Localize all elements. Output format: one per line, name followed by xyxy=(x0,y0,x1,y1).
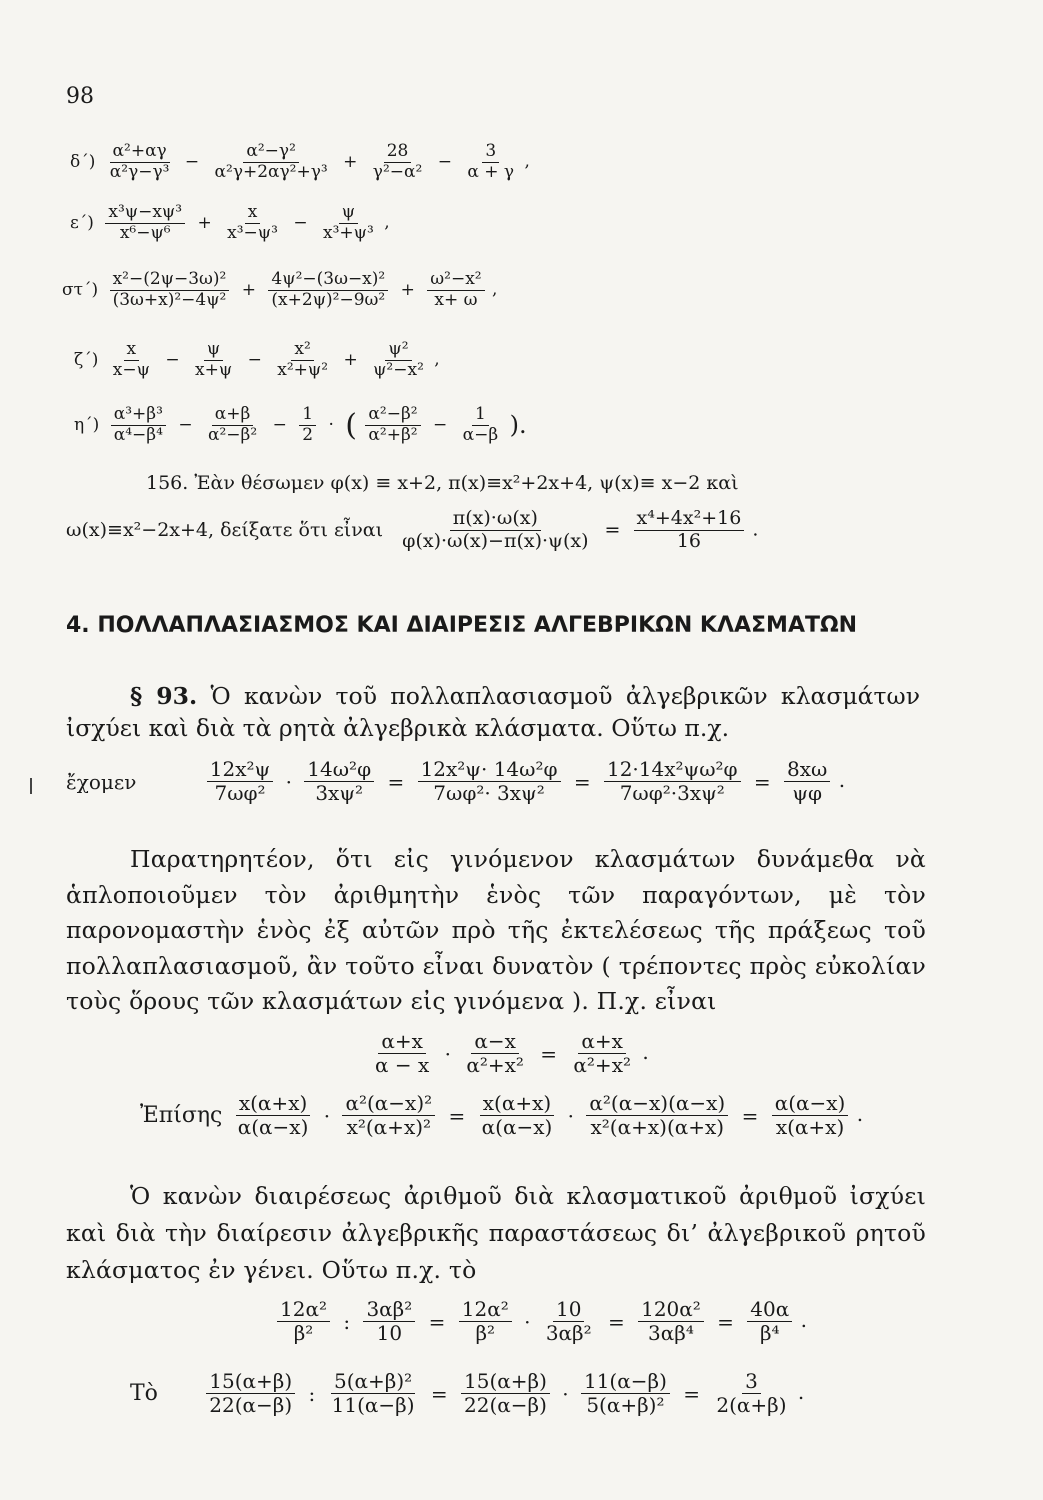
exercise-label: η΄) xyxy=(74,415,100,436)
fraction: $\frac{\text{α²(α−x)(α−x)}}{\text{x²(α+x)(α+x)}}$ xyxy=(586,1092,728,1139)
exercise-stigma: στ΄) $\frac{\text{x²−(2ψ−3ω)²}}{\text{(3ω+x)²−4ψ²}}$ + $\frac{\text{4ψ²−(3ω−x)²}}{\text{(x+2ψ)²−9ω²}}$ + $\frac{\text{ω²−x²}}{x+ \omega}$ , xyxy=(62,269,498,310)
equation-example-3: Ἐπίσης $\frac{x(\alpha+x)}{\alpha(\alpha-x)}$ · $\frac{\text{α²(α−x)²}}{\text{x²(α+x)²}}$ = $\frac{x(\alpha+x)}{\alpha(\alpha-x)}$ · $\frac{\text{α²(α−x)(α−x)}}{\text{x²(α+x)(α+x)}}$ = $\frac{\alpha(\alpha-x)}{x(\alpha+x)}$ . xyxy=(140,1091,864,1139)
fraction: $\frac{11(\alpha-\beta)}{\text{5(α+β)²}}$ xyxy=(581,1370,670,1417)
fraction: $\frac{\text{x²−(2ψ−3ω)²}}{\text{(3ω+x)²−4ψ²}}$ xyxy=(110,270,230,310)
fraction: $\frac{\psi}{x+\psi}$ xyxy=(195,339,233,380)
fraction: $\frac{\text{120α²}}{\text{3αβ⁴}}$ xyxy=(638,1298,704,1345)
exercise-label: στ΄) xyxy=(62,280,99,301)
fraction: $\frac{\alpha(\alpha-x)}{x(\alpha+x)}$ xyxy=(772,1092,849,1139)
fraction: $\frac{3}{\alpha + \gamma}$ xyxy=(467,141,515,182)
section-title: 4. ΠΟΛΛΑΠΛΑΣΙΑΣΜΟΣ ΚΑΙ ΔΙΑΙΡΕΣΙΣ ΑΛΓΕΒΡΙΚΩΝ ΚΛΑΣΜΑΤΩΝ xyxy=(66,613,858,638)
fraction: $\frac{\pi(x)\cdot\omega(x)}{\varphi(x)\cdot\omega(x)-\pi(x)\cdot\psi(x)}$ xyxy=(402,507,589,552)
fraction: $\frac{\text{12α²}}{\text{β²}}$ xyxy=(277,1298,330,1345)
fraction: $\frac{\text{3αβ²}}{10}$ xyxy=(363,1298,415,1345)
exercise-eta: η΄) $\frac{\text{α³+β³}}{\text{α⁴−β⁴}}$ − $\frac{\alpha+\beta}{\text{α²−β²}}$ − $\frac{1}{2}$ · ( $\frac{\text{α²−β²}}{\text{α²+β²}}$ − $\frac{1}{\alpha-\beta}$ ). xyxy=(74,404,527,445)
fraction: $\frac{x}{\text{x³−ψ³}}$ xyxy=(227,202,278,243)
exercise-delta: δ΄) $\frac{\text{α²+αγ}}{\text{α²γ−γ³}}$ − $\frac{\text{α²−γ²}}{\text{α²γ+2αγ²+γ³}}$ + $\frac{28}{\text{γ²−α²}}$ − $\frac{3}{\alpha + \gamma}$ , xyxy=(70,141,530,182)
fraction: $\frac{\text{α²+αγ}}{\text{α²γ−γ³}}$ xyxy=(109,141,170,182)
fraction: $\frac{x(\alpha+x)}{\alpha(\alpha-x)}$ xyxy=(481,1091,553,1139)
exercise-zeta: ζ΄) $\frac{x}{x-\psi}$ − $\frac{\psi}{x+\psi}$ − $\frac{\text{x²}}{\text{x²+ψ²}}$ + $\frac{\text{ψ²}}{\text{ψ²−x²}}$ , xyxy=(74,339,440,380)
fraction: $\frac{x}{x-\psi}$ xyxy=(112,339,150,380)
paragraph-rule-division: Ὁ κανὼν διαιρέσεως ἀριθμοῦ διὰ κλασματικοῦ ἀριθμοῦ ἰσχύει καὶ διὰ τὴν διαίρεσιν ἀλγεβρικῆς παραστάσεως δι’ ἀλγεβρικοῦ ρητοῦ κλάσματος ἐν γένει. Οὕτω π.χ. τὸ xyxy=(66,1182,926,1284)
equation-example-4: $\frac{\text{12α²}}{\text{β²}}$ : $\frac{\text{3αβ²}}{10}$ = $\frac{\text{12α²}}{\text{β²}}$ · $\frac{10}{\text{3αβ²}}$ = $\frac{\text{120α²}}{\text{3αβ⁴}}$ = $\frac{40\alpha}{\text{β⁴}}$ . xyxy=(275,1298,807,1345)
fraction: $\frac{\text{x³ψ−xψ³}}{\text{x⁶−ψ⁶}}$ xyxy=(105,203,185,243)
exercise-label: ε΄) xyxy=(70,213,94,234)
fraction: $\frac{\alpha+x}{\text{α²+x²}}$ xyxy=(573,1029,631,1077)
paragraph-simplification-note: Παρατηρητέον, ὅτι εἰς γινόμενον κλασμάτων δυνάμεθα νὰ ἁπλοποιοῦμεν τὸν ἀριθμητὴν ἑνὸς τῶν παραγόντων, μὲ τὸν παρονομαστὴν ἑνὸς ἐξ αὐτῶν πρὸ τῆς ἐκτελέσεως τῆς πράξεως τοῦ πολλαπλασιασμοῦ, ἂν τοῦτο εἶναι δυνατὸν ( τρέποντες πρὸς εὐκολίαν τοὺς ὅρους τῶν κλασμάτων εἰς γινόμενα ). Π.χ. εἶναι xyxy=(66,845,926,1015)
equation-example-2: $\frac{\alpha+x}{\alpha - x}$ · $\frac{\alpha-x}{\text{α²+x²}}$ = $\frac{\alpha+x}{\text{α²+x²}}$ . xyxy=(370,1030,649,1077)
fraction: $\frac{8x\omega}{\psi\varphi}$ xyxy=(784,758,830,805)
fraction: $\frac{\psi}{\text{x³+ψ³}}$ xyxy=(323,202,374,243)
fraction: $\frac{\alpha+\beta}{\text{α²−β²}}$ xyxy=(207,404,258,445)
paragraph-rule-multiplication: § 93. Ὁ κανὼν τοῦ πολλαπλασιασμοῦ ἀλγεβρικῶν κλασμάτων ἰσχύει καὶ διὰ τὰ ρητὰ ἀλγεβρικὰ κλάσματα. Οὕτω π.χ. xyxy=(66,682,920,742)
equation-example-1: ἔχομεν $\frac{\text{12x²ψ}}{\text{7ωφ²}}$ · $\frac{\text{14ω²φ}}{\text{3xψ²}}$ = $\frac{\text{12x²ψ· 14ω²φ}}{\text{7ωφ²· 3xψ²}}$ = $\frac{\text{12·14x²ψω²φ}}{\text{7ωφ²·3xψ²}}$ = $\frac{8x\omega}{\psi\varphi}$ . xyxy=(66,757,846,805)
fraction: $\frac{x(\alpha+x)}{\alpha(\alpha-x)}$ xyxy=(237,1091,309,1139)
fraction: $\frac{\text{12x²ψ}}{\text{7ωφ²}}$ xyxy=(207,758,273,805)
fraction: $\frac{3}{2(\alpha+\beta)}$ xyxy=(716,1369,787,1417)
exercise-label: ζ΄) xyxy=(74,350,99,371)
section-number: § 93. xyxy=(130,682,198,710)
fraction: $\frac{\text{α²−β²}}{\text{α²+β²}}$ xyxy=(365,405,420,445)
fraction: $\frac{\text{12α²}}{\text{β²}}$ xyxy=(459,1298,512,1345)
exercise-156-line1: 156. Ἐὰν θέσωμεν φ(x) ≡ x+2, π(x)≡x²+2x+4, ψ(x)≡ x−2 καὶ xyxy=(146,472,739,494)
margin-mark xyxy=(30,778,32,794)
exercise-epsilon: ε΄) $\frac{\text{x³ψ−xψ³}}{\text{x⁶−ψ⁶}}$ + $\frac{x}{\text{x³−ψ³}}$ − $\frac{\psi}{\text{x³+ψ³}}$ , xyxy=(70,202,390,243)
fraction: $\frac{\text{4ψ²−(3ω−x)²}}{\text{(x+2ψ)²−9ω²}}$ xyxy=(268,270,388,310)
fraction: $\frac{\text{14ω²φ}}{\text{3xψ²}}$ xyxy=(304,758,374,805)
fraction: $\frac{\text{x⁴+4x²+16}}{16}$ xyxy=(634,508,745,553)
fraction: $\frac{\text{ψ²}}{\text{ψ²−x²}}$ xyxy=(373,339,424,380)
fraction: $\frac{15(\alpha+\beta)}{22(\alpha-\beta)}$ xyxy=(206,1370,295,1417)
fraction: $\frac{40\alpha}{\text{β⁴}}$ xyxy=(747,1298,792,1345)
fraction: $\frac{\text{12x²ψ· 14ω²φ}}{\text{7ωφ²· 3xψ²}}$ xyxy=(418,758,561,805)
fraction: $\frac{\text{5(α+β)²}}{11(\alpha-\beta)}$ xyxy=(331,1369,415,1417)
fraction: $\frac{28}{\text{γ²−α²}}$ xyxy=(372,141,423,182)
fraction: $\frac{\text{α²(α−x)²}}{\text{x²(α+x)²}}$ xyxy=(342,1092,435,1139)
fraction: $\frac{10}{\text{3αβ²}}$ xyxy=(545,1297,592,1345)
fraction: $\frac{\alpha+x}{\alpha - x}$ xyxy=(375,1029,430,1077)
fraction: $\frac{15(\alpha+\beta)}{22(\alpha-\beta)}$ xyxy=(461,1370,550,1417)
fraction: $\frac{\text{ω²−x²}}{x+ \omega}$ xyxy=(427,270,484,310)
equation-example-5: Τὸ $\frac{15(\alpha+\beta)}{22(\alpha-\beta)}$ : $\frac{\text{5(α+β)²}}{11(\alpha-\beta)}$ = $\frac{15(\alpha+\beta)}{22(\alpha-\beta)}$ · $\frac{11(\alpha-\beta)}{\text{5(α+β)²}}$ = $\frac{3}{2(\alpha+\beta)}$ . xyxy=(130,1369,805,1417)
exercise-label: δ΄) xyxy=(70,152,96,173)
page-number: 98 xyxy=(66,84,94,109)
fraction: $\frac{1}{2}$ xyxy=(299,405,316,445)
fraction: $\frac{\text{α²−γ²}}{\text{α²γ+2αγ²+γ³}}$ xyxy=(214,141,328,182)
fraction: $\frac{\alpha-x}{\text{α²+x²}}$ xyxy=(466,1029,524,1077)
fraction: $\frac{1}{\alpha-\beta}$ xyxy=(462,404,499,445)
fraction: $\frac{\text{α³+β³}}{\text{α⁴−β⁴}}$ xyxy=(111,405,166,445)
exercise-156-line2: ω(x)≡x²−2x+4, δείξατε ὅτι εἶναι $\frac{\pi(x)\cdot\omega(x)}{\varphi(x)\cdot\omega(x)-\pi(x)\cdot\psi(x)}$ = $\frac{\text{x⁴+4x²+16}}{16}$ . xyxy=(66,507,759,552)
fraction: $\frac{\text{12·14x²ψω²φ}}{\text{7ωφ²·3xψ²}}$ xyxy=(604,758,741,805)
fraction: $\frac{\text{x²}}{\text{x²+ψ²}}$ xyxy=(277,339,329,380)
